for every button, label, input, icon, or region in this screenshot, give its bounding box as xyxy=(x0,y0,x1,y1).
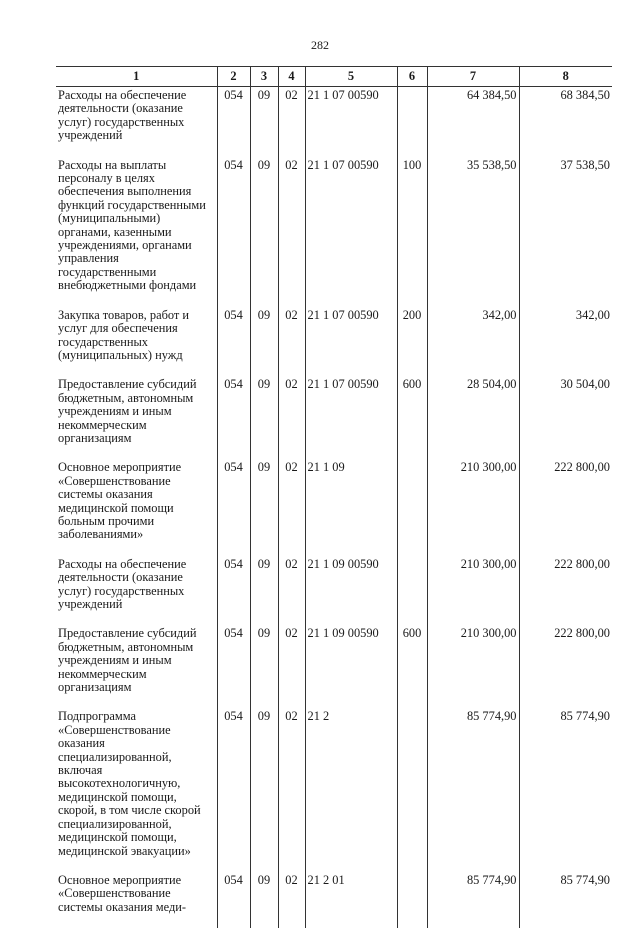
row-subsection-code: 02 xyxy=(278,708,305,871)
row-expense-type xyxy=(397,872,427,928)
budget-table xyxy=(56,66,612,928)
row-target-article: 21 2 xyxy=(305,708,397,871)
col-header: 3 xyxy=(250,67,278,87)
table-row xyxy=(56,459,612,555)
row-amount-year2: 222 800,00 xyxy=(554,556,610,571)
header-row xyxy=(56,67,612,87)
row-section-code: 09 xyxy=(250,307,278,377)
row-target-article: 21 1 07 00590 xyxy=(305,376,397,459)
row-expense-type xyxy=(397,459,427,555)
col-header: 1 xyxy=(56,67,217,87)
row-name: Расходы на выплаты персоналу в целях обеспечения выполнения функций государственными (муниципальными) органами, казенными учреждениями, органами управления государственными внебюджетными фондами xyxy=(56,157,217,307)
row-subsection-code: 02 xyxy=(278,157,305,307)
row-subsection-code: 02 xyxy=(278,872,305,928)
row-target-article: 21 1 07 00590 xyxy=(305,87,397,157)
row-amount-year1: 210 300,00 xyxy=(427,556,519,626)
col-header: 8 xyxy=(519,67,612,87)
row-admin-code: 054 xyxy=(217,87,250,157)
row-amount-year2: 222 800,00 xyxy=(554,626,610,641)
row-subsection-code: 02 xyxy=(278,459,305,555)
row-expense-type: 200 xyxy=(397,307,427,377)
row-subsection-code: 02 xyxy=(278,307,305,377)
table-row xyxy=(56,376,612,459)
row-name: Предоставление субсидий бюджетным, автономным учреждениям и иным некоммерческим организациям xyxy=(56,376,217,459)
row-section-code: 09 xyxy=(250,556,278,626)
row-amount-year1: 64 384,50 xyxy=(427,87,519,157)
row-name: Подпрограмма «Совершенствование оказания специализированной, включая высокотехнологичную, медицинской помощи, скорой, в том числе скорой специализированной, медицинской помощи, медицинской эвакуации» xyxy=(56,708,217,871)
row-name: Закупка товаров, работ и услуг для обеспечения государственных (муниципальных) нужд xyxy=(56,307,217,377)
col-header: 5 xyxy=(305,67,397,87)
row-expense-type xyxy=(397,87,427,157)
row-amount-year2: 85 774,90 xyxy=(560,709,610,724)
row-name: Расходы на обеспечение деятельности (оказание услуг) государственных учреждений xyxy=(56,87,217,157)
row-subsection-code: 02 xyxy=(278,87,305,157)
row-expense-type: 100 xyxy=(397,157,427,307)
row-name: Основное мероприятие «Совершенствование системы оказания медицинской помощи больным прочими заболеваниями» xyxy=(56,459,217,555)
row-subsection-code: 02 xyxy=(278,376,305,459)
table-row xyxy=(56,872,612,928)
row-amount-year2: 68 384,50 xyxy=(560,88,610,102)
col-header: 4 xyxy=(278,67,305,87)
row-admin-code: 054 xyxy=(217,307,250,377)
col-header: 7 xyxy=(427,67,519,87)
row-target-article: 21 1 09 xyxy=(305,459,397,555)
row-amount-year1: 85 774,90 xyxy=(427,708,519,871)
row-amount-year1: 28 504,00 xyxy=(427,376,519,459)
row-section-code: 09 xyxy=(250,87,278,157)
row-admin-code: 054 xyxy=(217,459,250,555)
table-row xyxy=(56,157,612,307)
col-header: 6 xyxy=(397,67,427,87)
row-admin-code: 054 xyxy=(217,157,250,307)
row-admin-code: 054 xyxy=(217,625,250,708)
row-admin-code: 054 xyxy=(217,556,250,626)
row-amount-year2: 222 800,00 xyxy=(554,460,610,475)
table-row xyxy=(56,87,612,157)
row-target-article: 21 1 09 00590 xyxy=(305,625,397,708)
page-number: 282 xyxy=(311,38,329,52)
row-amount-year2: 37 538,50 xyxy=(560,157,610,172)
row-expense-type xyxy=(397,708,427,871)
row-amount-year1: 85 774,90 xyxy=(427,872,519,928)
row-target-article: 21 1 07 00590 xyxy=(305,157,397,307)
row-name: Предоставление субсидий бюджетным, автономным учреждениям и иным некоммерческим организациям xyxy=(56,625,217,708)
row-admin-code: 054 xyxy=(217,872,250,928)
row-amount-year1: 210 300,00 xyxy=(427,459,519,555)
row-amount-year2: 30 504,00 xyxy=(560,377,610,392)
row-subsection-code: 02 xyxy=(278,625,305,708)
row-name: Основное мероприятие «Совершенствование системы оказания меди- xyxy=(56,872,217,928)
row-amount-year2: 85 774,90 xyxy=(560,872,610,887)
row-admin-code: 054 xyxy=(217,376,250,459)
row-expense-type: 600 xyxy=(397,376,427,459)
row-admin-code: 054 xyxy=(217,708,250,871)
row-target-article: 21 2 01 xyxy=(305,872,397,928)
row-subsection-code: 02 xyxy=(278,556,305,626)
row-section-code: 09 xyxy=(250,459,278,555)
table-row xyxy=(56,556,612,626)
row-target-article: 21 1 09 00590 xyxy=(305,556,397,626)
row-expense-type: 600 xyxy=(397,625,427,708)
row-name: Расходы на обеспечение деятельности (оказание услуг) государственных учреждений xyxy=(56,556,217,626)
row-section-code: 09 xyxy=(250,157,278,307)
row-target-article: 21 1 07 00590 xyxy=(305,307,397,377)
row-section-code: 09 xyxy=(250,625,278,708)
table-row xyxy=(56,708,612,871)
row-amount-year2: 342,00 xyxy=(575,307,610,322)
row-section-code: 09 xyxy=(250,708,278,871)
row-amount-year1: 210 300,00 xyxy=(427,625,519,708)
col-header: 2 xyxy=(217,67,250,87)
table-row xyxy=(56,307,612,377)
row-section-code: 09 xyxy=(250,872,278,928)
row-expense-type xyxy=(397,556,427,626)
table-row xyxy=(56,625,612,708)
row-section-code: 09 xyxy=(250,376,278,459)
row-amount-year1: 342,00 xyxy=(427,307,519,377)
row-amount-year1: 35 538,50 xyxy=(427,157,519,307)
